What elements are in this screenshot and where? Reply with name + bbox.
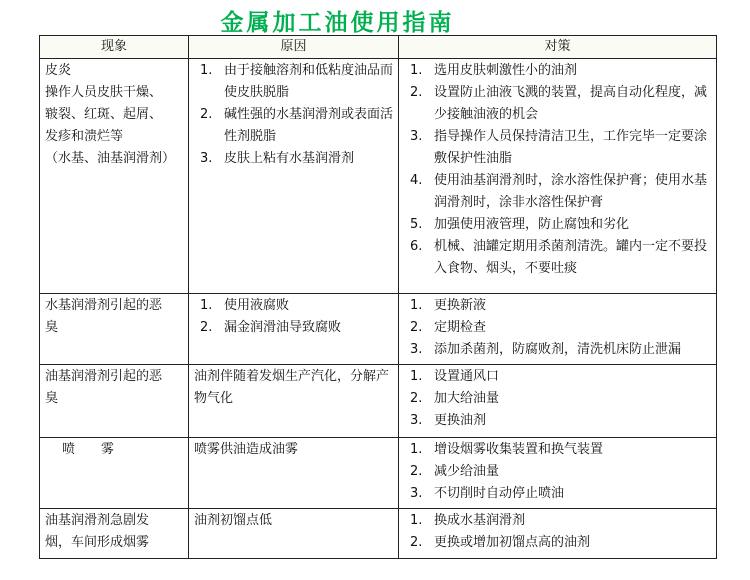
cause-item (194, 510, 393, 532)
measure-number: 2. (410, 391, 423, 406)
measure-number: 2. (410, 85, 423, 100)
measure-text: 使用油基润滑剂时，涂水溶性保护膏；使用水基润滑剂时，涂非水溶性保护膏 (434, 173, 708, 210)
header-cause: 原因 (189, 36, 399, 59)
measure-item (404, 126, 711, 170)
measure-text: 增设烟雾收集装置和换气装置 (434, 442, 604, 457)
cause-cell (189, 294, 399, 365)
measure-text: 机械、油罐定期用杀菌剂清洗。罐内一定不要投入食物、烟头，不要吐痰 (434, 239, 708, 276)
phenomenon-line: 皮炎 (45, 63, 72, 78)
measure-number: 2. (410, 464, 423, 479)
measure-number: 3. (410, 342, 423, 357)
header-row (40, 36, 717, 59)
cause-item (194, 317, 393, 339)
phenomenon-line: 臭 (45, 320, 59, 335)
cause-text: 漏金润滑油导致腐败 (224, 320, 342, 335)
measure-item (404, 461, 711, 483)
measure-text: 设置防止油液飞溅的装置，提高自动化程度，减少接触油液的机会 (434, 85, 708, 122)
phenomenon-cell (40, 294, 189, 365)
measure-cell (399, 294, 717, 365)
cause-cell (189, 365, 399, 438)
phenomenon-line: 操作人员皮肤干燥、 (45, 85, 163, 100)
measure-item (404, 410, 711, 432)
measure-cell (399, 438, 717, 509)
measure-number: 4. (410, 173, 423, 188)
phenomenon-line: 皲裂、红斑、起屑、 (45, 107, 163, 122)
phenomenon-line: 发疹和溃烂等 (45, 129, 124, 144)
cause-cell (189, 59, 399, 294)
table-row (40, 509, 717, 559)
cause-text: 油剂初馏点低 (194, 513, 273, 528)
phenomenon-cell (40, 438, 189, 509)
cause-item (194, 148, 393, 170)
cause-number: 3. (200, 151, 213, 166)
phenomenon-line: （水基、油基润滑剂） (45, 151, 176, 166)
measure-text: 设置通风口 (434, 369, 500, 384)
cause-text: 由于接触溶剂和低粘度油品而使皮肤脱脂 (224, 63, 394, 100)
measure-item (404, 483, 711, 505)
cause-cell (189, 438, 399, 509)
measure-number: 1. (410, 513, 423, 528)
cause-item (194, 60, 393, 104)
measure-item (404, 214, 711, 236)
measure-number: 6. (410, 239, 423, 254)
cause-cell (189, 509, 399, 559)
measure-item (404, 388, 711, 410)
guide-table (39, 35, 717, 559)
measure-text: 换成水基润滑剂 (434, 513, 526, 528)
measure-number: 3. (410, 486, 423, 501)
table-row (40, 438, 717, 509)
measure-text: 不切削时自动停止喷油 (434, 486, 565, 501)
measure-text: 选用皮肤刺激性小的油剂 (434, 63, 578, 78)
measure-number: 1. (410, 442, 423, 457)
measure-number: 3. (410, 129, 423, 144)
phenomenon-line: 烟，车间形成烟雾 (45, 535, 150, 550)
cause-text: 喷雾供油造成油雾 (194, 442, 299, 457)
table-row (40, 59, 717, 294)
cause-item (194, 104, 393, 148)
measure-text: 更换油剂 (434, 413, 487, 428)
measure-number: 3. (410, 413, 423, 428)
phenomenon-line: 油基润滑剂引起的恶 (45, 369, 163, 384)
cause-item (194, 439, 393, 461)
measure-text: 减少给油量 (434, 464, 500, 479)
measure-item (404, 510, 711, 532)
measure-item (404, 170, 711, 214)
page-title: 金属加工油使用指南 (220, 9, 455, 36)
phenomenon-cell (40, 365, 189, 438)
measure-text: 更换新液 (434, 298, 487, 313)
measure-text: 加大给油量 (434, 391, 500, 406)
measure-text: 更换或增加初馏点高的油剂 (434, 535, 591, 550)
cause-number: 2. (200, 320, 213, 335)
measure-item (404, 439, 711, 461)
measure-item (404, 366, 711, 388)
cause-item (194, 295, 393, 317)
cause-text: 油剂伴随着发烟生产汽化，分解产物气化 (194, 369, 390, 406)
measure-cell (399, 365, 717, 438)
measure-item (404, 317, 711, 339)
cause-text: 皮肤上粘有水基润滑剂 (224, 151, 355, 166)
phenomenon-cell (40, 59, 189, 294)
measure-text: 指导操作人员保持清洁卫生，工作完毕一定要涂敷保护性油脂 (434, 129, 708, 166)
table-row (40, 365, 717, 438)
measure-item (404, 532, 711, 554)
measure-number: 1. (410, 369, 423, 384)
phenomenon-line: 臭 (45, 391, 59, 406)
measure-item (404, 60, 711, 82)
measure-item (404, 339, 711, 361)
measure-text: 加强使用液管理，防止腐蚀和劣化 (434, 217, 630, 232)
phenomenon-line: 喷 雾 (62, 442, 115, 457)
phenomenon-line: 水基润滑剂引起的恶 (45, 298, 163, 313)
measure-item (404, 82, 711, 126)
measure-item (404, 236, 711, 280)
cause-number: 2. (200, 107, 213, 122)
measure-cell (399, 509, 717, 559)
cause-text: 使用液腐败 (224, 298, 290, 313)
measure-text: 定期检查 (434, 320, 487, 335)
cause-number: 1. (200, 63, 213, 78)
measure-text: 添加杀菌剂，防腐败剂，清洗机床防止泄漏 (434, 342, 682, 357)
cause-number: 1. (200, 298, 213, 313)
measure-number: 1. (410, 298, 423, 313)
phenomenon-line: 油基润滑剂急剧发 (45, 513, 150, 528)
measure-number: 1. (410, 63, 423, 78)
measure-cell (399, 59, 717, 294)
measure-number: 2. (410, 535, 423, 550)
header-measure: 对策 (399, 36, 717, 59)
measure-number: 5. (410, 217, 423, 232)
measure-number: 2. (410, 320, 423, 335)
measure-item (404, 295, 711, 317)
phenomenon-cell (40, 509, 189, 559)
cause-text: 碱性强的水基润滑剂或表面活性剂脱脂 (224, 107, 394, 144)
table-row (40, 294, 717, 365)
header-phenomenon: 现象 (40, 36, 189, 59)
cause-item (194, 366, 393, 410)
